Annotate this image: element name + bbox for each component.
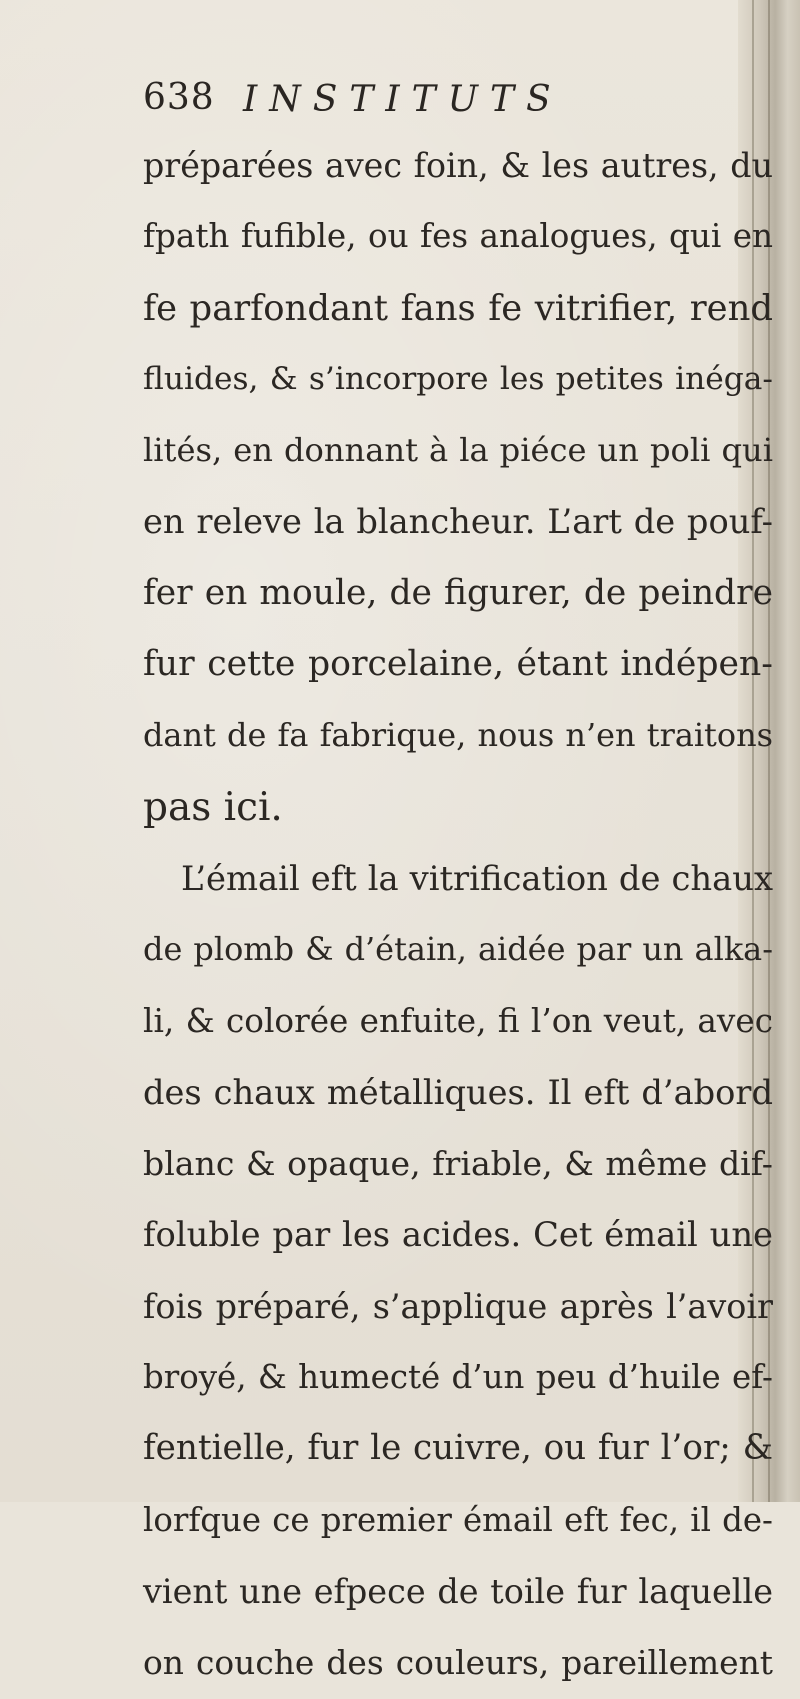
text-line: dant de fa fabrique, nous n’en traitons — [143, 716, 773, 755]
page-number: 638 — [143, 77, 215, 118]
text-line: fluides, & s’incorpore les petites inéga- — [143, 360, 773, 397]
text-line: fe parfondant fans fe vitrifier, rend — [143, 287, 773, 329]
text-line: fentielle, fur le cuivre, ou fur l’or; & — [143, 1428, 773, 1469]
text-line: fer en moule, de figurer, de peindre — [143, 572, 773, 613]
text-line: préparées avec foin, & les autres, du — [143, 146, 773, 185]
paragraph-end-line: pas ici. — [143, 784, 283, 830]
text-line: li, & colorée enfuite, fi l’on veut, avec — [143, 1001, 773, 1040]
text-line: blanc & opaque, friable, & même dif- — [143, 1144, 773, 1184]
text-line: fpath fufible, ou fes analogues, qui en — [143, 217, 773, 256]
paragraph-start-line: L’émail eft la vitrification de chaux — [181, 858, 773, 898]
text-line: broyé, & humecté d’un peu d’huile ef- — [143, 1358, 773, 1397]
text-line: lorfque ce premier émail eft fec, il de- — [143, 1500, 773, 1539]
text-line: de plomb & d’étain, aidée par un alka- — [143, 930, 773, 969]
text-line: on couche des couleurs, pareillement — [143, 1643, 773, 1683]
text-line: lités, en donnant à la piéce un poli qui — [143, 431, 773, 470]
text-line: des chaux métalliques. Il eft d’abord — [143, 1072, 773, 1112]
text-line: en releve la blancheur. L’art de pouf- — [143, 502, 773, 542]
text-line: vient une efpece de toile fur laquelle — [143, 1571, 773, 1611]
text-line: fois préparé, s’applique après l’avoir — [143, 1286, 773, 1326]
body-text — [143, 130, 773, 1699]
running-head: INSTITUTS — [243, 79, 563, 120]
text-line: fur cette porcelaine, étant indépen- — [143, 644, 773, 685]
text-line: foluble par les acides. Cet émail une — [143, 1215, 773, 1255]
